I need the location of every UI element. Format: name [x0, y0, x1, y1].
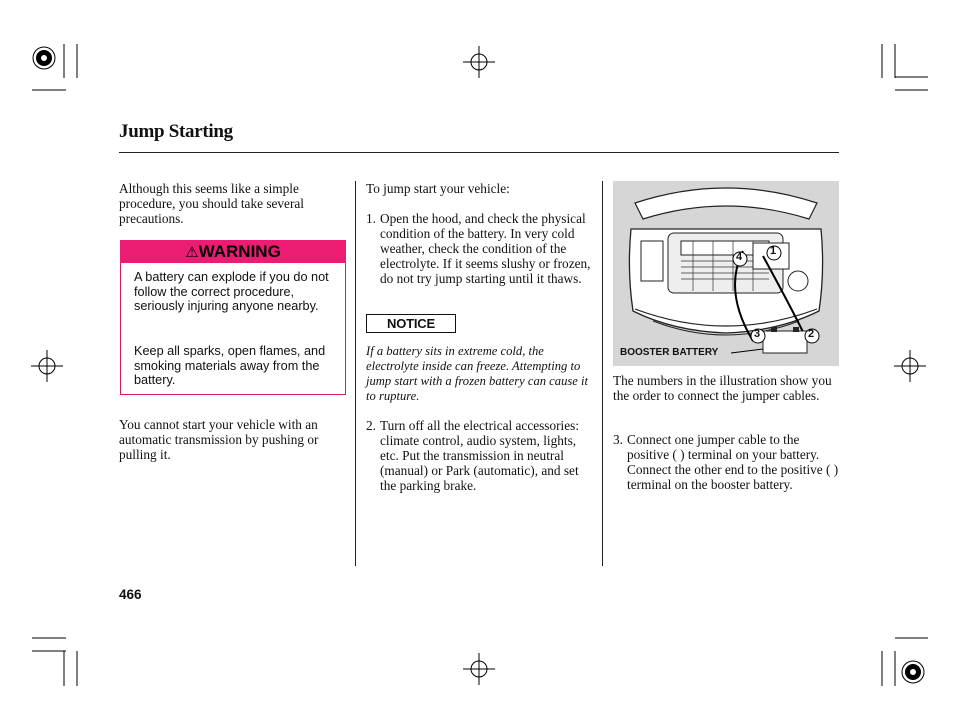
step1-number: 1.: [366, 211, 376, 226]
warning-text-2: Keep all sparks, open flames, and smoking materials away from the battery.: [134, 344, 326, 388]
callout-3: 3: [754, 328, 761, 340]
step3-text: Connect one jumper cable to the positive ( ) terminal on your battery. Connect the other end to the positive ( ) terminal on the booster battery.: [627, 432, 839, 492]
callout-2: 2: [808, 328, 815, 340]
column-divider-1: [355, 181, 356, 566]
title-rule: [119, 152, 839, 153]
callout-4: 4: [736, 251, 743, 263]
col1-body: You cannot start your vehicle with an automatic transmission by pushing or pulling it.: [119, 417, 319, 462]
col2-intro: To jump start your vehicle:: [366, 181, 510, 196]
warning-text-1: A battery can explode if you do not follow the correct procedure, seriously injuring anyone nearby.: [134, 270, 329, 314]
warning-label: WARNING: [198, 242, 281, 261]
col1-intro: Although this seems like a simple procedure, you should take several precautions.: [119, 181, 304, 226]
step3-number: 3.: [613, 432, 623, 447]
engine-bay-illustration: [613, 181, 839, 366]
notice-box: NOTICE: [366, 314, 456, 333]
callout-1: 1: [770, 245, 777, 257]
engine-bay-drawing: [613, 181, 839, 366]
step2-number: 2.: [366, 418, 376, 433]
notice-text: If a battery sits in extreme cold, the electrolyte inside can freeze. Attempting to jump start with a frozen battery can cause it to rupture.: [366, 344, 589, 403]
page-title: Jump Starting: [119, 121, 233, 142]
warning-header: [120, 240, 346, 263]
column-divider-2: [602, 181, 603, 566]
booster-battery-label: BOOSTER BATTERY: [620, 347, 719, 358]
page-number: 466: [119, 587, 142, 602]
step2-text: Turn off all the electrical accessories: climate control, audio system, lights, etc. Put the transmission in neutral (manual) or Park (automatic), and set the parking brake.: [380, 418, 580, 493]
step1-text: Open the hood, and check the physical condition of the battery. In very cold weather, check the condition of the electrolyte. If it seems slushy or frozen, do not try jump starting until it thaws.: [380, 211, 591, 286]
col3-paragraph: The numbers in the illustration show you the order to connect the jumper cables.: [613, 373, 832, 403]
warning-triangle-icon: ⚠: [185, 244, 199, 261]
